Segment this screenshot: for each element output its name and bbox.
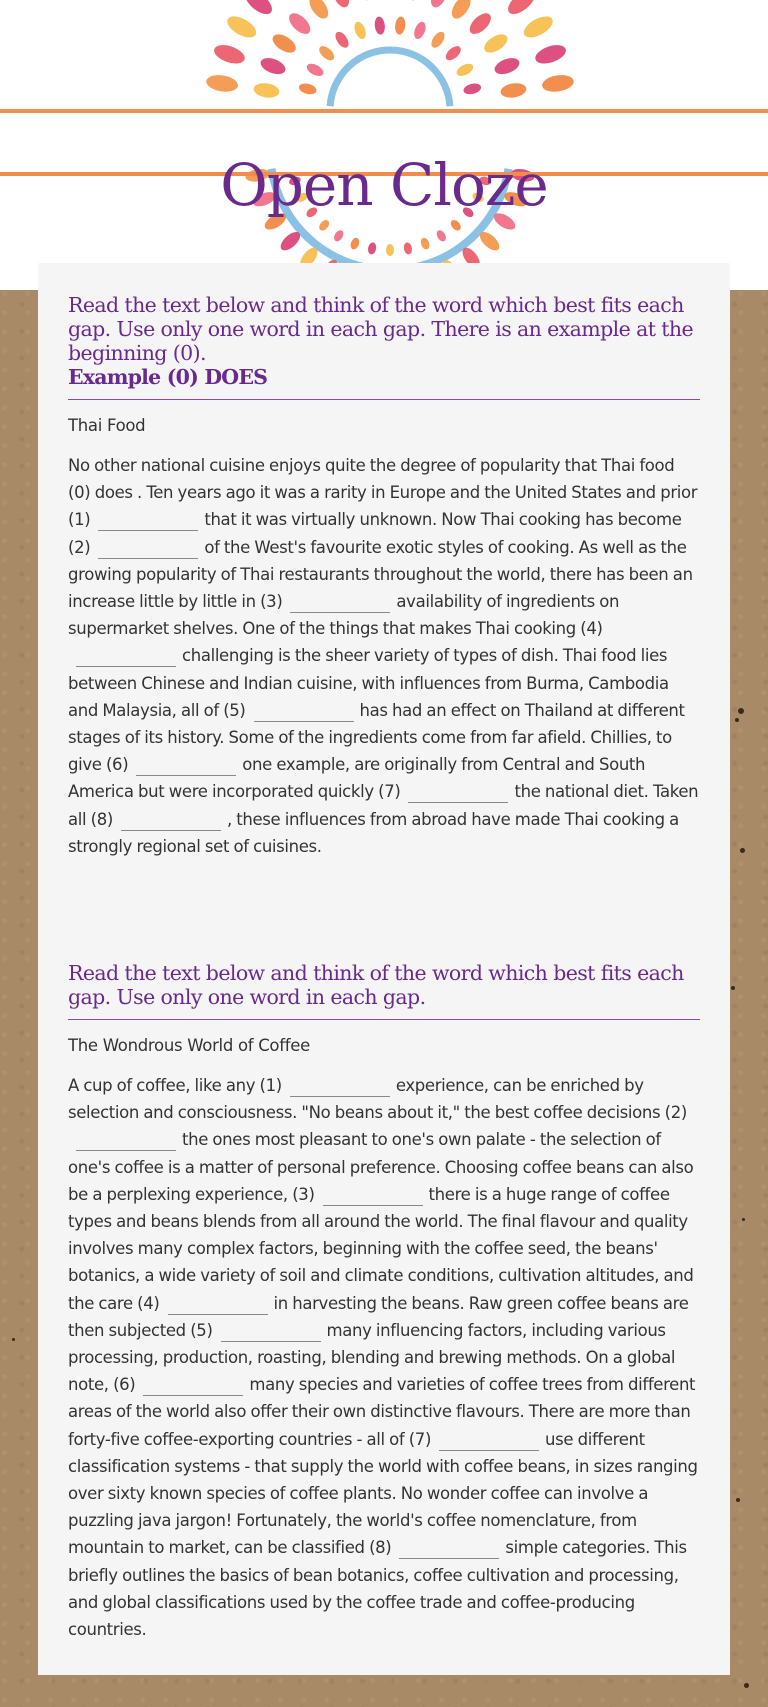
cloze-section-thai-food: [68, 293, 700, 860]
passage-text: the national diet. Taken all (8): [68, 782, 699, 829]
divider: [68, 399, 700, 400]
mandala-decoration-icon: [190, 0, 590, 270]
gap-3-input[interactable]: [290, 591, 390, 613]
gap-5-input[interactable]: [254, 700, 354, 722]
speck: [735, 718, 739, 722]
gap-7-input[interactable]: [439, 1429, 539, 1451]
passage-text: availability of ingredients on supermarket shelves. One of the things that makes Thai cooking (4): [68, 592, 620, 639]
text-title: Thai Food: [68, 416, 146, 435]
passage-text: of the West's favourite exotic styles of cooking. As well as the growing popularity of Thai restaurants throughout the world, there has been an increase little by little in (3): [68, 537, 693, 612]
header: [0, 0, 768, 290]
passage-text: use different classification systems - that supply the world with coffee beans, in sizes ranging over sixty known species of coffee plants. No wonder coffee can involve a puzzling java jargon! Fortunately, the world's coffee nomenclature, from mountain to market, can be classified (8): [68, 1429, 698, 1558]
gap-2-input[interactable]: [98, 537, 198, 559]
passage-text: there is a huge range of coffee types and beans blends from all around the world. The final flavour and quality involves many complex factors, beginning with the coffee seed, the beans' botanics, a wide variety of soil and climate conditions, cultivation altitudes, and the care (4): [68, 1184, 694, 1313]
divider: [68, 1019, 700, 1020]
passage-text: experience, can be enriched by selection and consciousness. "No beans about it," the best coffee decisions (2): [68, 1076, 687, 1123]
gap-7-input[interactable]: [408, 781, 508, 803]
passage-text: has had an effect on Thailand at different stages of its history. Some of the ingredients come from far afield. Chillies, to give (6): [68, 700, 685, 775]
passage-text: the ones most pleasant to one's own palate - the selection of one's coffee is a matter of personal preference. Choosing coffee beans can also be a perplexing experience, (3): [68, 1130, 694, 1204]
passage-text: simple categories. This briefly outlines the basics of bean botanics, coffee cultivation and processing, and global classifications used by the coffee trade and coffee-producing countries.: [68, 1538, 687, 1640]
instructions: Read the text below and think of the word which best fits each gap. Use only one word in each gap.: [68, 961, 684, 1009]
speck: [738, 708, 744, 714]
text-title: The Wondrous World of Coffee: [68, 1036, 310, 1055]
speck: [740, 848, 745, 853]
example: Example (0) DOES: [68, 365, 268, 389]
speck: [731, 986, 735, 990]
header-stripe: [0, 109, 768, 113]
speck: [742, 1218, 745, 1221]
passage-text: challenging is the sheer variety of types of dish. Thai food lies between Chinese and Indian cuisine, with influences from Burma, Cambodia and Malaysia, all of (5): [68, 646, 669, 720]
passage: [68, 452, 700, 860]
passage-text: many species and varieties of coffee trees from different areas of the world also offer their own distinctive flavours. There are more than forty-five coffee-exporting countries - all of (7): [68, 1375, 696, 1449]
passage-text: one example, are originally from Central and South America but were incorporated quickly (7): [68, 755, 646, 802]
passage-text: , these influences from abroad have made Thai cooking a strongly regional set of cuisines.: [68, 809, 679, 856]
speck: [12, 1338, 15, 1341]
content-card: [38, 263, 730, 1675]
site-title: Open Cloze: [220, 151, 548, 219]
gap-6-input[interactable]: [136, 754, 236, 776]
speck: [744, 1683, 749, 1688]
gap-5-input[interactable]: [221, 1320, 321, 1342]
speck: [736, 1498, 740, 1502]
gap-6-input[interactable]: [143, 1374, 243, 1396]
gap-4-input[interactable]: [76, 645, 176, 667]
passage-text: that it was virtually unknown. Now Thai cooking has become (2): [68, 510, 682, 557]
gap-4-input[interactable]: [168, 1293, 268, 1315]
passage: [68, 1072, 700, 1643]
passage-text: many influencing factors, including various processing, production, roasting, blending and brewing methods. On a global note, (6): [68, 1320, 676, 1395]
gap-1-input[interactable]: [290, 1075, 390, 1097]
instructions: Read the text below and think of the word which best fits each gap. Use only one word in each gap. There is an example at the beginning (0).: [68, 293, 694, 365]
passage-text: No other national cuisine enjoys quite the degree of popularity that Thai food (0) does . Ten years ago it was a rarity in Europe and the United States and prior (1): [68, 456, 698, 530]
cloze-section-coffee: [68, 961, 700, 1643]
passage-text: A cup of coffee, like any (1): [68, 1076, 282, 1095]
gap-1-input[interactable]: [98, 509, 198, 531]
gap-3-input[interactable]: [323, 1184, 423, 1206]
gap-8-input[interactable]: [121, 809, 221, 831]
gap-8-input[interactable]: [399, 1537, 499, 1559]
passage-text: in harvesting the beans. Raw green coffee beans are then subjected (5): [68, 1293, 689, 1340]
gap-2-input[interactable]: [76, 1129, 176, 1151]
